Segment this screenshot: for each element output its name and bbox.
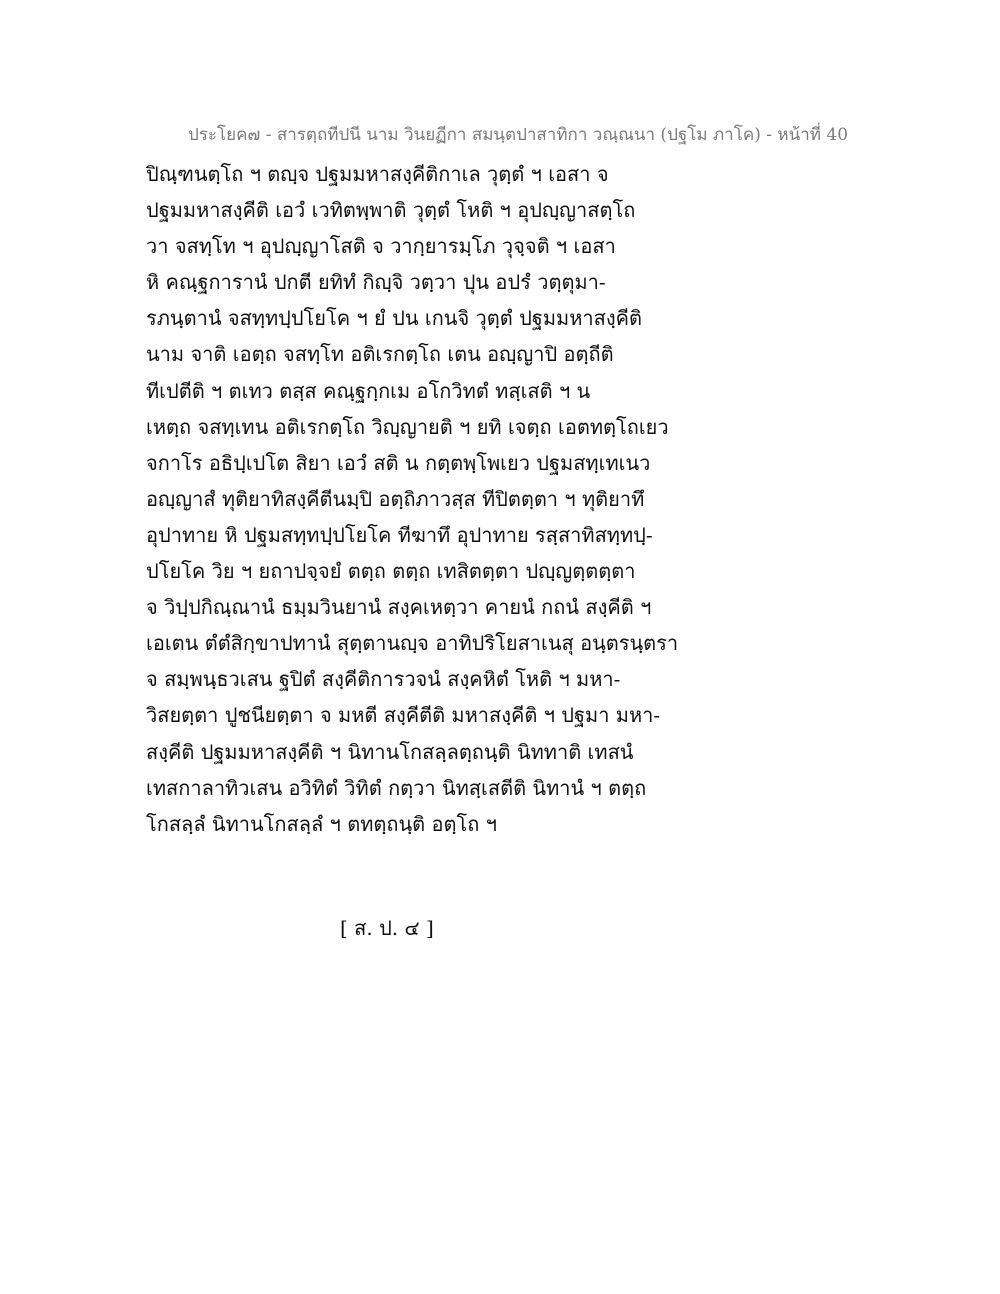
text-line: เหตฺถ จสทฺเทน อติเรกตฺโถ วิญฺญายติ ฯ ยทิ เจตฺถ เอตทตฺโถเยว: [146, 414, 669, 439]
text-line: จ วิปฺปกิณฺณานํ ธมฺมวินยานํ สงฺคเหตฺวา คายนํ กถนํ สงฺคีติ ฯ: [146, 595, 652, 620]
text-line: วิสยตฺตา ปูชนียตฺตา จ มหตี สงฺคีตีติ มหาสงฺคีติ ฯ ปฐมา มหา-: [146, 703, 661, 728]
text-line: รภนฺตานํ จสทฺทปฺปโยโค ฯ ยํ ปน เกนจิ วุตฺตํ ปฐมมหาสงฺคีติ: [146, 306, 642, 331]
text-line: หิ คณฺฐการานํ ปกตี ยทิทํ กิญฺจิ วตฺวา ปุน อปรํ วตฺตุมา-: [146, 270, 606, 295]
page-footer: [ ส. ป. ๔ ]: [340, 916, 434, 940]
text-line: อญฺญาสํ ทุติยาทิสงฺคีตีนมฺปิ อตฺถิภาวสฺส ทีปิตตฺตา ฯ ทุติยาทึ: [146, 486, 645, 511]
text-line: วา จสทฺโท ฯ อุปญฺญาโสติ จ วากฺยารมฺโภ วุจฺจติ ฯ เอสา: [146, 234, 616, 259]
text-line: อุปาทาย หิ ปฐมสทฺทปฺปโยโค ทีฆาทึ อุปาทาย รสฺสาทิสทฺทปฺ-: [146, 522, 653, 547]
text-line: เอเตน ตํตํสิกฺขาปทานํ สุตฺตานญฺจ อาทิปริโยสาเนสุ อนฺตรนฺตรา: [146, 631, 679, 656]
text-line: ปโยโค วิย ฯ ยถาปจฺจยํ ตตฺถ ตตฺถ เทสิตตฺตา ปญฺญตฺตตฺตา: [146, 559, 636, 584]
text-line: สงฺคีติ ปฐมมหาสงฺคีติ ฯ นิทานโกสลฺลตฺถนฺติ นิททาติ เทสนํ: [146, 739, 634, 764]
text-line: จ สมฺพนฺธวเสน ฐปิตํ สงฺคีติการวจนํ สงฺคหิตํ โหติ ฯ มหา-: [146, 667, 621, 692]
text-line: ปฐมมหาสงฺคีติ เอวํ เวทิตพฺพาติ วุตฺตํ โหติ ฯ อุปญฺญาสตฺโถ: [146, 198, 636, 223]
body-text: [146, 160, 866, 846]
text-line: โกสลฺลํ นิทานโกสลฺลํ ฯ ตทตฺถนฺติ อตฺโถ ฯ: [146, 811, 497, 836]
text-line: นาม จาติ เอตฺถ จสทฺโท อติเรกตฺโถ เตน อญฺญาปิ อตฺถีติ: [146, 342, 614, 367]
text-line: เทสกาลาทิวเสน อวิทิตํ วิทิตํ กตฺวา นิทสฺเสตีติ นิทานํ ฯ ตตฺถ: [146, 775, 647, 800]
running-header: ประโยค๗ - สารตฺถทีปนี นาม วินยฏีกา สมนฺตปาสาทิกา วณฺณนา (ปฐโม ภาโค) - หน้าที่ 40: [188, 125, 849, 145]
text-line: จกาโร อธิปฺเปโต สิยา เอวํ สติ น กตฺตพฺโพเยว ปฐมสทฺเทเนว: [146, 450, 651, 475]
text-line: ทีเปตีติ ฯ ตเทว ตสฺส คณฺฐกฺกเม อโกวิทตํ ทสฺเสติ ฯ น: [146, 378, 591, 403]
text-line: ปิณฺฑนตฺโถ ฯ ตญฺจ ปฐมมหาสงฺคีติกาเล วุตฺตํ ฯ เอสา จ: [146, 162, 609, 186]
